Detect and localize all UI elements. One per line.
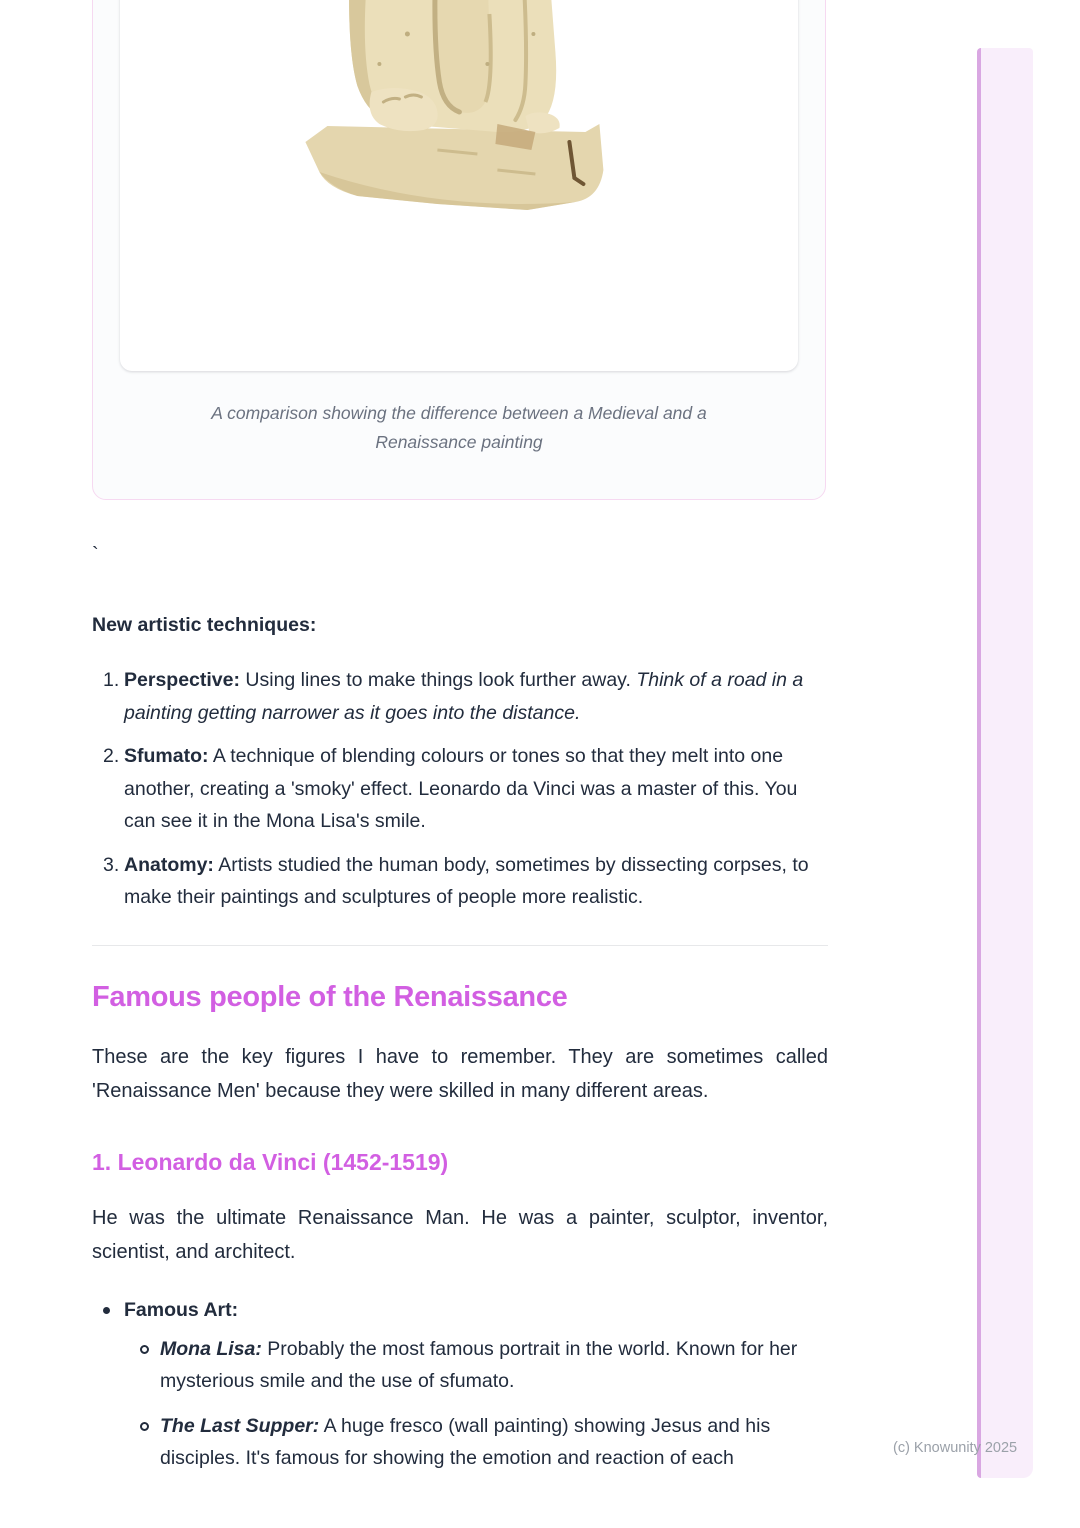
list-item-text: Anatomy: Artists studied the human body, sometimes by dissecting corpses, to make their paintings and sculptures of people more realistic. <box>124 853 809 908</box>
list-number: 2. <box>103 745 120 767</box>
bullet-marker <box>92 1294 124 1487</box>
intro-paragraph: These are the key figures I have to remember. They are sometimes called 'Renaissance Men' because they were skilled in many different areas. <box>92 1046 828 1102</box>
bullet-marker <box>124 1410 160 1475</box>
list-item-last-supper <box>124 1410 828 1475</box>
statue-image <box>287 0 617 226</box>
figure-card <box>92 0 826 500</box>
figure-caption-line: A comparison showing the difference between a Medieval and a <box>211 403 707 423</box>
statue-illustration <box>287 0 617 226</box>
techniques-heading: New artistic techniques: <box>92 614 317 636</box>
bullet-circle-icon <box>140 1345 149 1354</box>
section-title: Famous people of the Renaissance <box>92 981 568 1013</box>
list-item-text: The Last Supper: A huge fresco (wall painting) showing Jesus and his disciples. It's famous for showing the emotion and reaction of each <box>160 1414 771 1469</box>
copyright-watermark: (c) Knowunity 2025 <box>893 1440 1018 1456</box>
techniques-list <box>92 664 828 925</box>
list-item-text: Perspective: Using lines to make things look further away. Think of a road in a painting getting narrower as it goes into the distance. <box>124 669 804 724</box>
list-item-text: Sfumato: A technique of blending colours or tones so that they melt into one another, creating a 'smoky' effect. Leonardo da Vinci was a master of this. You can see it in the Mona Lisa's smile. <box>124 745 798 832</box>
artworks-sublist <box>124 1333 828 1475</box>
person-title: 1. Leonardo da Vinci (1452-1519) <box>92 1149 449 1175</box>
page-edge-bar <box>977 48 1033 1478</box>
list-item-perspective <box>92 664 828 729</box>
bullet-circle-icon <box>140 1422 149 1431</box>
figure-caption <box>123 399 795 457</box>
famous-art-list <box>92 1294 828 1487</box>
list-item-famous-art <box>92 1294 828 1487</box>
list-item-mona-lisa <box>124 1333 828 1398</box>
list-number: 3. <box>103 853 120 876</box>
list-item-body <box>124 1294 828 1487</box>
figure-image <box>120 0 798 371</box>
bullet-dot-icon <box>103 1307 110 1314</box>
bullet-marker <box>124 1333 160 1398</box>
list-item-anatomy <box>92 849 828 914</box>
figure-caption-line: Renaissance painting <box>375 432 543 452</box>
leonardo-paragraph: He was the ultimate Renaissance Man. He was a painter, sculptor, inventor, scientist, and architect. <box>92 1207 828 1263</box>
list-number: 1. <box>103 669 120 691</box>
list-item-sfumato <box>92 740 828 838</box>
list-item-text: Mona Lisa: Probably the most famous portrait in the world. Known for her mysterious smile and the use of sfumato. <box>160 1337 798 1392</box>
list-item-label: Famous Art: <box>124 1299 239 1321</box>
section-divider <box>92 945 828 946</box>
stray-backtick: ` <box>92 544 99 566</box>
